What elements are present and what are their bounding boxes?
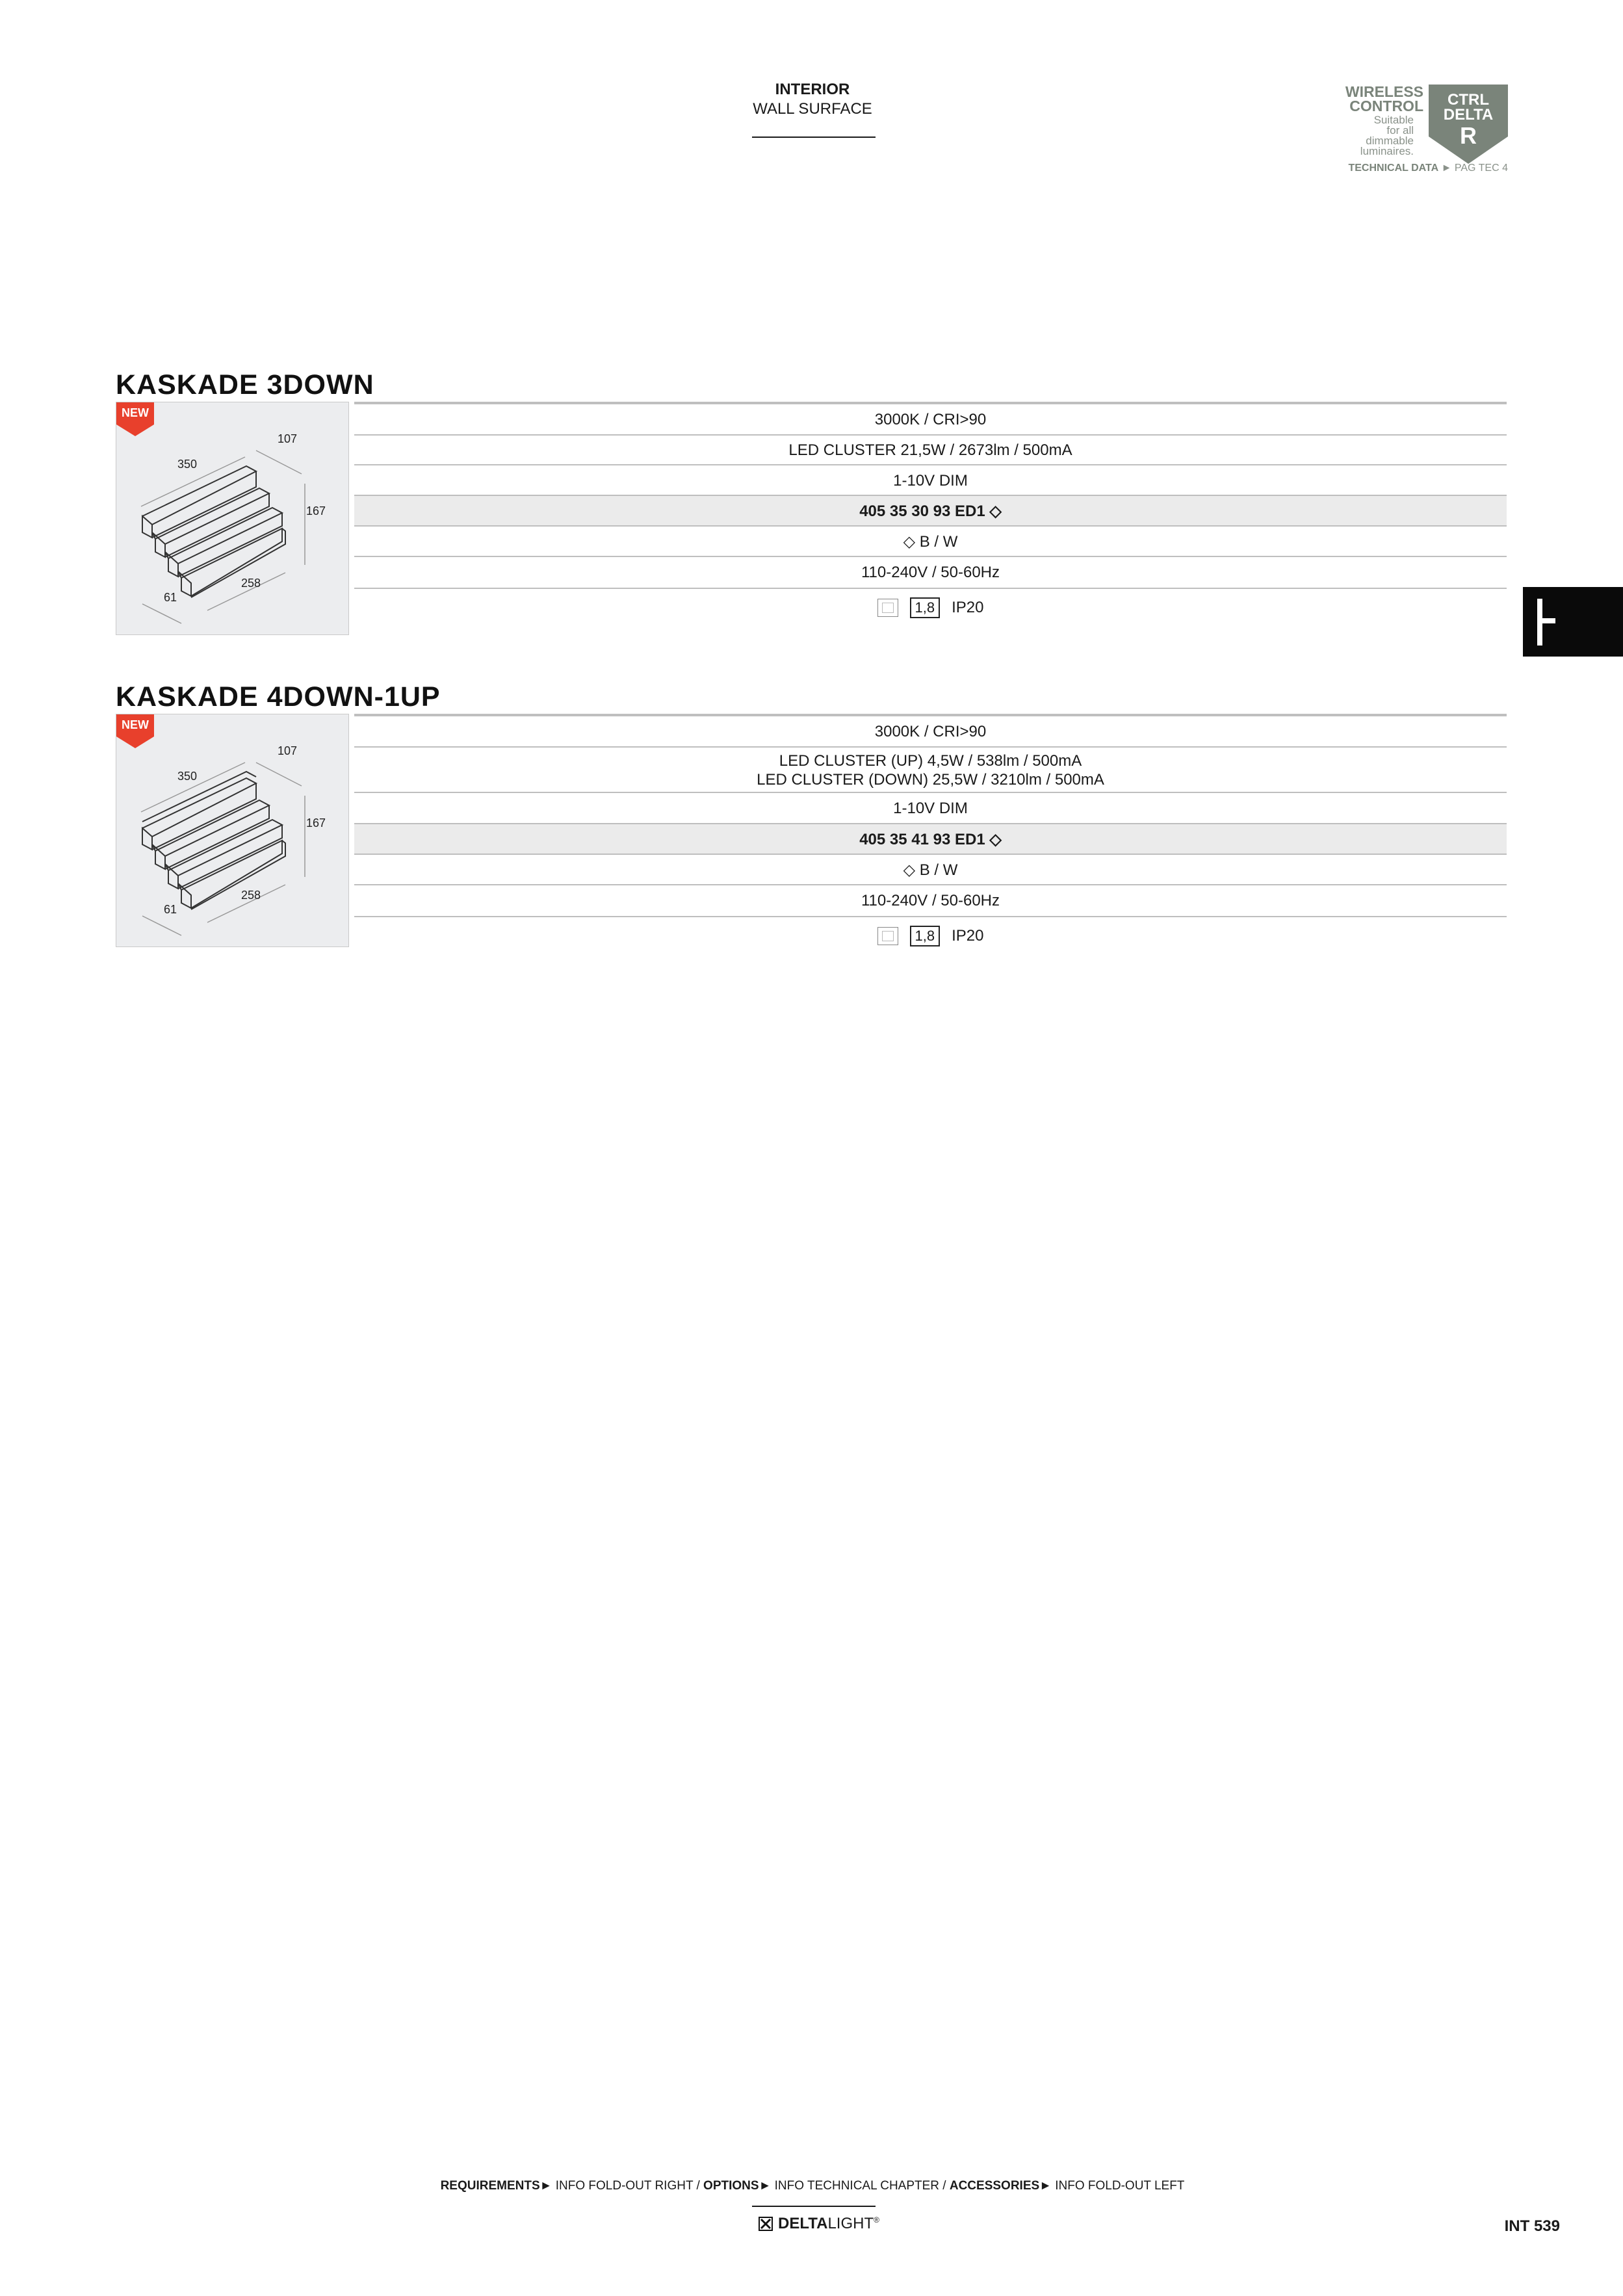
- spec-led: LED CLUSTER 21,5W / 2673lm / 500mA: [354, 434, 1507, 465]
- brand-logo: [747, 2215, 890, 2233]
- brand-light: LIGHT: [827, 2215, 874, 2232]
- footer-divider: [752, 2206, 876, 2207]
- requirements-text: ► INFO FOLD-OUT RIGHT /: [539, 2179, 704, 2193]
- tech-data-page: PAG TEC 4: [1454, 163, 1508, 174]
- options-label: OPTIONS: [703, 2179, 759, 2193]
- kaskade-3down-drawing: [116, 402, 348, 634]
- spec-finish: ◇ B / W: [354, 525, 1507, 557]
- wall-mount-icon: [877, 927, 898, 945]
- dim-base: 258: [241, 889, 261, 902]
- wireless-control-title: [1336, 85, 1423, 113]
- chapter-tab: [1523, 587, 1623, 657]
- spec-dimming: 1-10V DIM: [354, 464, 1507, 496]
- options-text: ► INFO TECHNICAL CHAPTER /: [759, 2179, 950, 2193]
- wireless-control-line1: WIRELESS: [1345, 83, 1423, 100]
- product-dimension-drawing: [116, 714, 349, 947]
- spec-icons: [354, 592, 1507, 624]
- footer-references: [325, 2179, 1300, 2193]
- dim-depth-bottom: 61: [164, 591, 177, 604]
- desc-line: luminaires.: [1360, 145, 1414, 157]
- dim-height: 167: [306, 816, 326, 829]
- ctrl-letter: R: [1460, 122, 1477, 149]
- wireless-control-description: [1336, 115, 1414, 157]
- section-subcategory: WALL SURFACE: [753, 100, 872, 118]
- wall-mount-icon: [877, 599, 898, 617]
- ip-rating: IP20: [952, 599, 984, 616]
- wall-surface-icon: [1523, 587, 1623, 657]
- kaskade-4down-1up-drawing: [116, 714, 348, 946]
- spec-finish: ◇ B / W: [354, 854, 1507, 885]
- spec-led-down: LED CLUSTER (DOWN) 25,5W / 3210lm / 500mA: [757, 771, 1104, 789]
- spec-voltage: 110-240V / 50-60Hz: [354, 884, 1507, 916]
- technical-data-reference: [1274, 163, 1508, 174]
- accessories-label: ACCESSORIES: [949, 2179, 1040, 2193]
- delta-label: DELTA: [1443, 106, 1494, 124]
- spec-icons: [354, 920, 1507, 952]
- spec-article-code: 405 35 41 93 ED1 ◇: [354, 823, 1507, 855]
- dim-base: 258: [241, 577, 261, 590]
- spec-voltage: 110-240V / 50-60Hz: [354, 556, 1507, 588]
- ctrl-label: CTRL: [1448, 91, 1489, 109]
- brand-mark: ®: [874, 2215, 879, 2224]
- spec-article-code: 405 35 30 93 ED1 ◇: [354, 495, 1507, 527]
- requirements-label: REQUIREMENTS: [440, 2179, 540, 2193]
- desc-line: dimmable: [1366, 135, 1414, 147]
- spec-cct: 3000K / CRI>90: [354, 715, 1507, 748]
- header-divider: [752, 137, 876, 138]
- product-title: KASKADE 3DOWN: [116, 369, 374, 400]
- arrow-right-icon: ►: [1441, 163, 1452, 174]
- dim-height: 167: [306, 504, 326, 517]
- spec-cct: 3000K / CRI>90: [354, 403, 1507, 436]
- new-badge-label: NEW: [122, 406, 149, 419]
- spec-rule: [354, 916, 1507, 917]
- page-number: INT 539: [1504, 2217, 1560, 2235]
- wireless-control-line2: CONTROL: [1349, 98, 1423, 114]
- weight-value: 1,8: [910, 926, 941, 946]
- spec-rule: [354, 588, 1507, 589]
- accessories-text: ► INFO FOLD-OUT LEFT: [1039, 2179, 1185, 2193]
- tech-data-label: TECHNICAL DATA: [1348, 163, 1439, 174]
- dim-depth-bottom: 61: [164, 903, 177, 916]
- dim-width: 350: [177, 770, 198, 783]
- ip-rating: IP20: [952, 927, 984, 945]
- desc-line: for all: [1386, 124, 1414, 137]
- spec-led-up: LED CLUSTER (UP) 4,5W / 538lm / 500mA: [779, 752, 1082, 770]
- product-dimension-drawing: [116, 402, 349, 635]
- section-category: INTERIOR: [775, 81, 850, 98]
- spec-led: [354, 746, 1507, 793]
- dim-depth-top: 107: [278, 432, 298, 445]
- brand-bold: DELTA: [778, 2215, 828, 2232]
- dim-width: 350: [177, 458, 198, 471]
- new-badge-label: NEW: [122, 718, 149, 731]
- deltalight-logo-icon: [759, 2217, 773, 2231]
- weight-value: 1,8: [910, 597, 941, 618]
- product-title: KASKADE 4DOWN-1UP: [116, 681, 441, 712]
- desc-line: Suitable: [1373, 114, 1414, 126]
- dim-depth-top: 107: [278, 744, 298, 757]
- spec-dimming: 1-10V DIM: [354, 792, 1507, 824]
